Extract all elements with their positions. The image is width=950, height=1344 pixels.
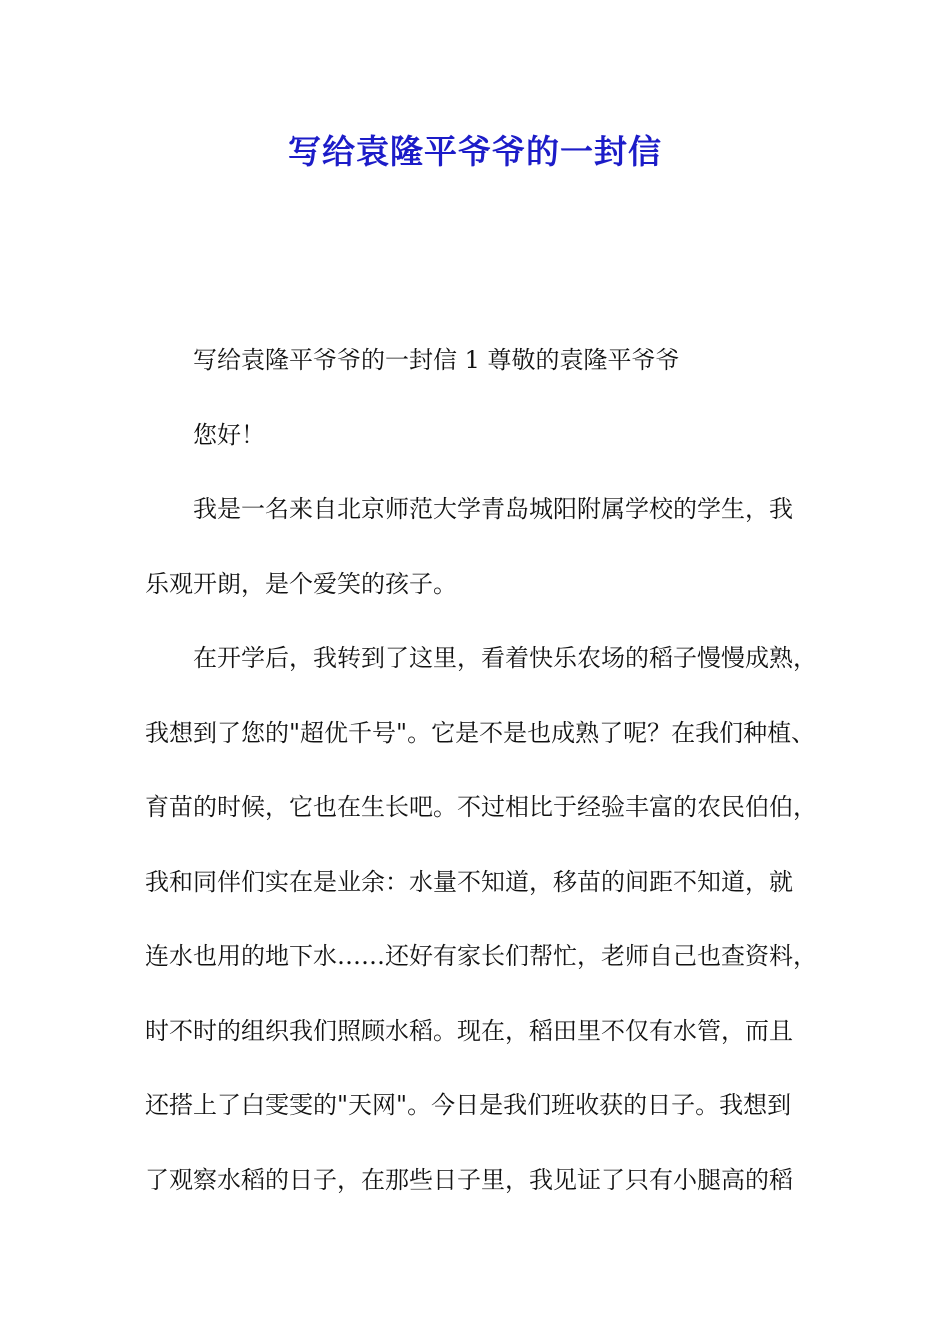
paragraph-line: 我想到了您的"超优千号"。它是不是也成熟了呢？在我们种植、: [145, 718, 816, 747]
paragraph-line: 了观察水稻的日子，在那些日子里，我见证了只有小腿高的稻: [145, 1165, 793, 1194]
paragraph-line: 在开学后，我转到了这里，看着快乐农场的稻子慢慢成熟，: [193, 644, 817, 672]
paragraph-line: 育苗的时候，它也在生长吧。不过相比于经验丰富的农民伯伯，: [145, 793, 817, 821]
paragraph-line: 乐观开朗，是个爱笑的孩子。: [145, 569, 457, 598]
paragraph-line: 时不时的组织我们照顾水稻。现在，稻田里不仅有水管，而且: [145, 1016, 793, 1045]
paragraph-line: 您好！: [193, 420, 265, 449]
paragraph-line: 写给袁隆平爷爷的一封信 1 尊敬的袁隆平爷爷: [193, 346, 680, 374]
paragraph-line: 连水也用的地下水……还好有家长们帮忙，老师自己也查资料，: [145, 942, 817, 970]
document-title: 写给袁隆平爷爷的一封信: [288, 132, 662, 171]
paragraph-line: 还搭上了白雯雯的"天网"。今日是我们班收获的日子。我想到: [145, 1091, 792, 1119]
document-body: [145, 340, 835, 1234]
paragraph-line: 我和同伴们实在是业余：水量不知道，移苗的间距不知道，就: [145, 867, 793, 896]
paragraph-line: 我是一名来自北京师范大学青岛城阳附属学校的学生，我: [193, 495, 793, 523]
